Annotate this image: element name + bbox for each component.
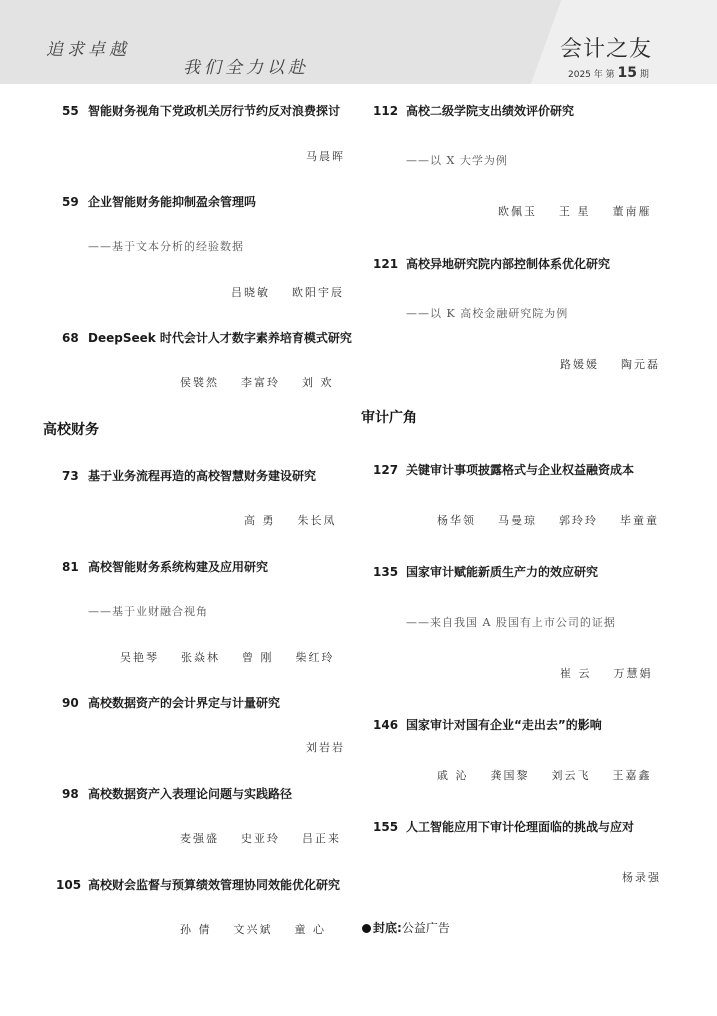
article-title: 国家审计赋能新质生产力的效应研究 (406, 565, 599, 579)
author: 刘岩岩 (306, 741, 345, 754)
toc-entry-155[interactable] (373, 818, 634, 835)
toc-entry-121[interactable] (373, 255, 610, 272)
author: 柴红玲 (295, 651, 335, 664)
author: 麦强盛 (180, 832, 219, 845)
author: 董南雁 (612, 205, 652, 218)
slogan-line-2: 我们全力以赴 (183, 58, 309, 78)
page-number: 146 (373, 718, 399, 732)
article-title: 高校财会监督与预算绩效管理协同效能优化研究 (88, 878, 341, 892)
issue-year: 2025 年 第 (568, 70, 615, 80)
article-title: 高校智能财务系统构建及应用研究 (88, 560, 269, 574)
author: 杨华领 (437, 514, 476, 527)
author: 朱长凤 (297, 514, 337, 527)
section-heading: 审计广角 (361, 410, 417, 426)
page-number: 90 (62, 696, 79, 710)
author: 文兴斌 (233, 923, 273, 936)
back-cover-note (362, 919, 450, 936)
author-list (244, 512, 337, 528)
author-list (437, 767, 652, 783)
page-number: 112 (373, 104, 399, 118)
author: 王嘉鑫 (612, 769, 652, 782)
author-list (622, 869, 661, 885)
article-title: 人工智能应用下审计伦理面临的挑战与应对 (406, 820, 635, 834)
issue-number: 15 (617, 65, 637, 81)
author: 陶元磊 (621, 358, 660, 371)
toc-entry-90[interactable] (62, 694, 280, 711)
article-title: 国家审计对国有企业“走出去”的影响 (406, 718, 602, 732)
article-title: 高校异地研究院内部控制体系优化研究 (406, 257, 611, 271)
page-number: 55 (62, 104, 79, 118)
author: 吕晓敏 (231, 286, 270, 299)
author: 欧佩玉 (498, 205, 537, 218)
author: 张焱林 (181, 651, 220, 664)
article-subtitle: ——基于文本分析的经验数据 (88, 240, 244, 253)
toc-entry-112[interactable] (373, 102, 574, 119)
author: 路媛媛 (560, 358, 599, 371)
author: 刘云飞 (551, 769, 591, 782)
page-number: 68 (62, 331, 79, 345)
page-number: 127 (373, 463, 399, 477)
page-number: 135 (373, 565, 399, 579)
article-subtitle: ——以 K 高校金融研究院为例 (406, 307, 569, 320)
toc-entry-55[interactable] (62, 102, 340, 119)
bullet-icon (362, 924, 371, 933)
author: 万慧娟 (613, 667, 653, 680)
toc-entry-59[interactable] (62, 193, 256, 210)
author: 吕正来 (302, 832, 341, 845)
cover-value: 公益广告 (401, 921, 450, 935)
author-list (306, 739, 345, 755)
page-number: 98 (62, 787, 79, 801)
author: 杨录强 (622, 871, 661, 884)
author: 郭玲玲 (559, 514, 598, 527)
article-title: 基于业务流程再造的高校智慧财务建设研究 (88, 469, 317, 483)
page-number: 81 (62, 560, 79, 574)
author-list (306, 148, 345, 164)
author-list (180, 374, 334, 390)
author-list (120, 649, 335, 665)
author-list (180, 830, 341, 846)
issue-info (568, 65, 649, 81)
issue-suffix: 期 (639, 70, 649, 80)
author: 史亚玲 (241, 832, 280, 845)
article-title: 高校二级学院支出绩效评价研究 (406, 104, 575, 118)
author-list (498, 203, 652, 219)
page-number: 59 (62, 195, 79, 209)
article-title: DeepSeek 时代会计人才数字素养培育模式研究 (88, 331, 352, 345)
article-title: 企业智能财务能抑制盈余管理吗 (88, 195, 257, 209)
author: 戚 沁 (437, 769, 469, 782)
author: 高 勇 (244, 514, 276, 527)
header-band (0, 0, 717, 84)
page-number: 121 (373, 257, 399, 271)
toc-entry-105[interactable] (56, 876, 340, 893)
author: 吴艳琴 (120, 651, 159, 664)
page-number: 105 (56, 878, 82, 892)
toc-entry-146[interactable] (373, 716, 602, 733)
article-title: 高校数据资产的会计界定与计量研究 (88, 696, 281, 710)
author: 王 星 (559, 205, 591, 218)
article-title: 高校数据资产入表理论问题与实践路径 (88, 787, 293, 801)
article-subtitle: ——基于业财融合视角 (88, 605, 208, 618)
author: 侯襞然 (180, 376, 219, 389)
author: 童 心 (294, 923, 326, 936)
cover-label: 封底: (373, 921, 402, 935)
author: 毕童童 (620, 514, 659, 527)
author-list (231, 284, 344, 300)
toc-entry-73[interactable] (62, 467, 316, 484)
article-title: 智能财务视角下党政机关厉行节约反对浪费探讨 (88, 104, 341, 118)
author: 崔 云 (560, 667, 592, 680)
article-title: 关键审计事项披露格式与企业权益融资成本 (406, 463, 635, 477)
author: 欧阳宇辰 (292, 286, 344, 299)
author: 马晨晖 (306, 150, 345, 163)
page-number: 155 (373, 820, 399, 834)
toc-entry-135[interactable] (373, 563, 598, 580)
section-heading: 高校财务 (43, 422, 99, 438)
author-list (560, 356, 660, 372)
author-list (180, 921, 326, 937)
article-subtitle: ——以 X 大学为例 (406, 154, 508, 167)
author: 龚国黎 (490, 769, 530, 782)
page-number: 73 (62, 469, 79, 483)
toc-entry-81[interactable] (62, 558, 268, 575)
author-list (560, 665, 653, 681)
magazine-title: 会计之友 (560, 37, 653, 62)
toc-entry-98[interactable] (62, 785, 292, 802)
author: 刘 欢 (302, 376, 334, 389)
author: 李富玲 (241, 376, 280, 389)
author: 曾 刚 (242, 651, 274, 664)
author-list (437, 512, 659, 528)
toc-entry-127[interactable] (373, 461, 634, 478)
author: 孙 倩 (180, 923, 212, 936)
slogan-line-1: 追求卓越 (46, 40, 130, 60)
toc-entry-68[interactable] (62, 329, 352, 346)
article-subtitle: ——来自我国 A 股国有上市公司的证据 (406, 616, 616, 629)
author: 马曼琼 (498, 514, 537, 527)
